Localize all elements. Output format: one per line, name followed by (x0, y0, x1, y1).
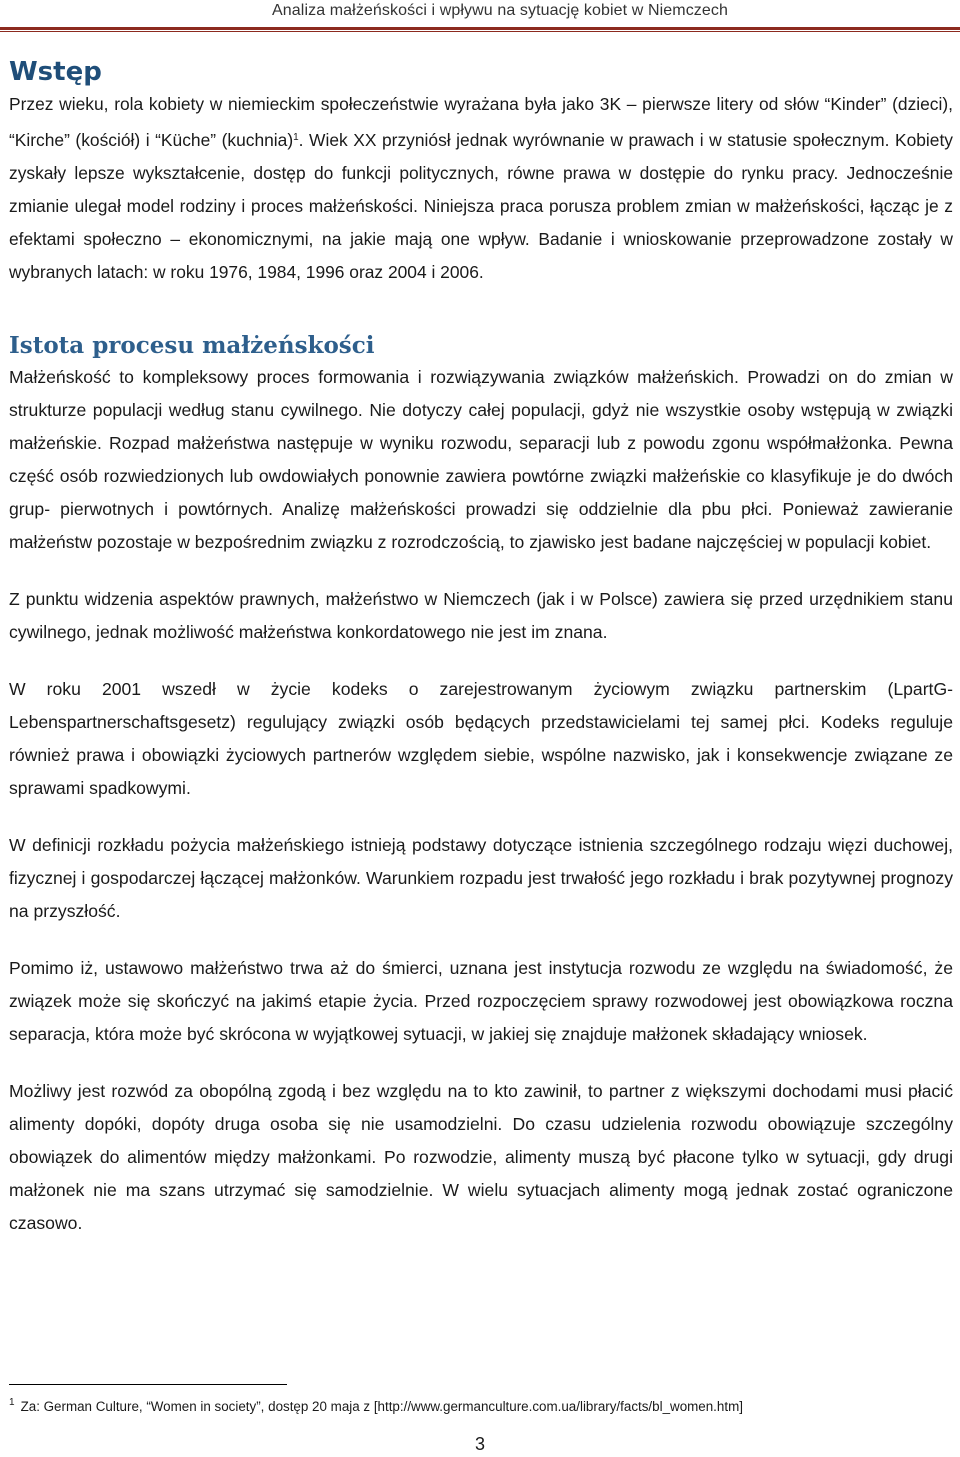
paragraph-3: W roku 2001 wszedł w życie kodeks o zarejestrowanym życiowym związku partnerskim (LpartG- Lebenspartnerschaftsgesetz) regulujący związki osób będących przedstawicielami tej samej płci. Kodeks reguluje również prawa i obowiązki życiowych partnerów względem siebie, wspólne nazwisko, jak i konsekwencje związane ze sprawami spadkowymi. (9, 679, 953, 798)
header-rule (0, 27, 960, 30)
intro-section (9, 88, 953, 289)
intro-text-part2: . Wiek XX przyniósł jednak wyrównanie w prawach i w statusie społecznym. Kobiety zyskały lepsze wykształcenie, dostęp do funkcji politycznych, równe prawa w dostępie do rynku pracy. Jednocześnie zmianie ulegał model rodziny i proces małżeńskości. Niniejsza praca porusza problem zmian w małżeńskości, łącząc je z efektami społeczno – ekonomicznymi, na jakie mają one wpływ. Badanie i wnioskowanie przeprowadzone zostały w wybranych latach: w roku 1976, 1984, 1996 oraz 2004 i 2006. (9, 130, 953, 282)
footnote-number: 1 (9, 1397, 15, 1408)
paragraph-4: W definicji rozkładu pożycia małżeńskiego istnieją podstawy dotyczące istnienia szczególnego rodzaju więzi duchowej, fizycznej i gospodarczej łączącej małżonków. Warunkiem rozpadu jest trwałość jego rozkładu i brak pozytywnej prognozy na przyszłość. (9, 835, 953, 921)
footnote (9, 1394, 953, 1416)
paragraph-2: Z punktu widzenia aspektów prawnych, małżeństwo w Niemczech (jak i w Polsce) zawiera się przed urzędnikiem stanu cywilnego, jednak możliwość małżeństwa konkordatowego nie jest im znana. (9, 589, 953, 642)
intro-heading: Wstęp (9, 57, 102, 87)
page-content (9, 56, 953, 1240)
running-header: Analiza małżeńskości i wpływu na sytuację kobiet w Niemczech (272, 2, 728, 19)
paragraph-6: Możliwy jest rozwód za obopólną zgodą i bez względu na to kto zawinił, to partner z większymi dochodami musi płacić alimenty dopóki, dopóty druga osoba się nie usamodzielni. Do czasu udzielenia rozwodu obowiązuje szczególny obowiązek do alimentów między małżonkami. Po rozwodzie, alimenty muszą być płacone tylko w sytuacji, gdy drugi małżonek nie ma szans utrzymać się samodzielnie. W wielu sytuacjach alimenty mogą jednak zostać ograniczone czasowo. (9, 1081, 953, 1233)
paragraph-1: Małżeńskość to kompleksowy proces formowania i rozwiązywania związków małżeńskich. Prowadzi on do zmian w strukturze populacji według stanu cywilnego. Nie dotyczy całej populacji, gdyż nie wszystkie osoby wstępują w związki małżeńskie. Rozpad małżeństwa następuje w wyniku rozwodu, separacji lub z powodu zgonu współmałżonka. Pewna część osób rozwiedzionych lub owdowiałych ponownie zawiera powtórne związki małżeńskie co klasyfikuje je do dwóch grup- pierwotnych i powtórnych. Analizę małżeńskości prowadzi się oddzielnie dla pbu płci. Ponieważ zawieranie małżeństw pozostaje w bezpośrednim związku z rozrodczością, to zjawisko jest badane najczęściej w populacji kobiet. (9, 367, 953, 552)
intro-text-part1: Przez wieku, rola kobiety w niemieckim społeczeństwie wyrażana była jako 3K – pierwsze litery od słów “Kinder” (dzieci), “Kirche” (kościół) i “Küche” (kuchnia) (9, 94, 953, 150)
footnote-text: Za: German Culture, “Women in society”, dostęp 20 maja z [http://www.germanculture.com.ua/library/facts/bl_women.htm] (20, 1399, 743, 1414)
section-heading-essence: Istota procesu małżeńskości (9, 332, 375, 359)
header-rule-thin (0, 31, 960, 32)
paragraph-5: Pomimo iż, ustawowo małżeństwo trwa aż do śmierci, uznana jest instytucja rozwodu ze względu na świadomość, że związek może się skończyć na jakimś etapie życia. Przed rozpoczęciem sprawy rozwodowej jest obowiązkowa roczna separacja, która może być skrócona w wyjątkowej sytuacji, w jakiej się znajduje małżonek składający wniosek. (9, 958, 953, 1044)
footnote-separator (9, 1384, 287, 1385)
intro-paragraph (9, 88, 953, 289)
page-number: 3 (474, 1434, 485, 1454)
footnote-reference: 1 (293, 132, 299, 143)
